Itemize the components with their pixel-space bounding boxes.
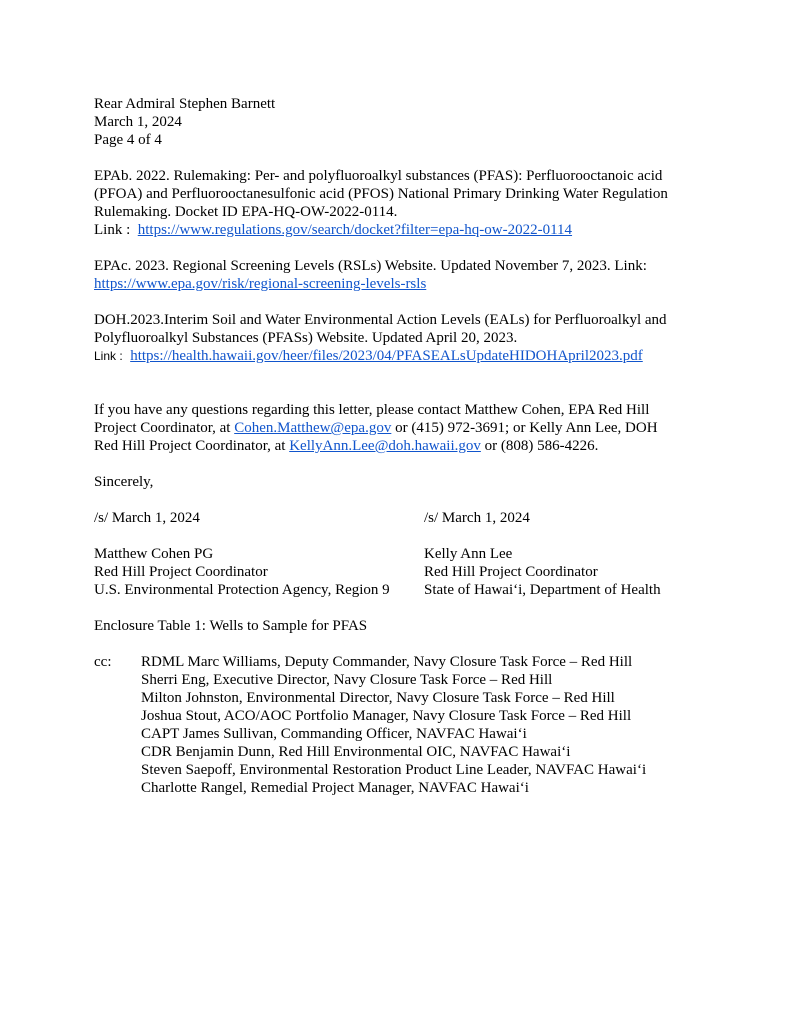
right-signer-org: State of Hawaiʻi, Department of Health	[424, 582, 661, 598]
contact-text: Project Coordinator, at	[94, 420, 235, 436]
link-label: Link :	[94, 222, 131, 238]
left-signer-org: U.S. Environmental Protection Agency, Region 9	[94, 582, 390, 598]
signature-orgs	[94, 581, 714, 599]
enclosure-note: Enclosure Table 1: Wells to Sample for PFAS	[94, 618, 368, 634]
reference-link-line	[94, 221, 714, 239]
signature-titles	[94, 563, 714, 581]
signature-names	[94, 545, 714, 563]
reference-text: EPAb. 2022. Rulemaking: Per- and polyfluoroalkyl substances (PFAS): Perfluorooctanoic acid	[94, 168, 663, 184]
cc-recipient: RDML Marc Williams, Deputy Commander, Navy Closure Task Force – Red Hill	[141, 654, 633, 670]
contact-text: or (808) 586-4226.	[480, 438, 599, 454]
closing: Sincerely,	[94, 474, 154, 490]
reference-epab	[94, 167, 714, 239]
left-signature-date: /s/ March 1, 2024	[94, 510, 200, 526]
epa-email-link[interactable]: Cohen.Matthew@epa.gov	[234, 420, 392, 436]
recipient-name: Rear Admiral Stephen Barnett	[94, 96, 276, 112]
right-signer-title: Red Hill Project Coordinator	[424, 564, 598, 580]
contact-text: Red Hill Project Coordinator, at	[94, 438, 290, 454]
cc-recipient: Milton Johnston, Environmental Director, Navy Closure Task Force – Red Hill	[141, 690, 615, 706]
cc-recipient: Charlotte Rangel, Remedial Project Manager, NAVFAC Hawaiʻi	[141, 780, 529, 796]
reference-text: EPAc. 2023. Regional Screening Levels (RSLs) Website. Updated November 7, 2023. Link:	[94, 258, 647, 274]
reference-doh	[94, 311, 714, 365]
left-signer-name: Matthew Cohen PG	[94, 546, 214, 562]
letter-header	[94, 95, 714, 149]
reference-text: DOH.2023.Interim Soil and Water Environmental Action Levels (EALs) for Perfluoroalkyl and	[94, 312, 667, 328]
letter-date: March 1, 2024	[94, 114, 182, 130]
signature-dates	[94, 509, 714, 527]
cc-recipient: CDR Benjamin Dunn, Red Hill Environmental OIC, NAVFAC Hawaiʻi	[141, 744, 571, 760]
doh-pfas-eals-link[interactable]: https://health.hawaii.gov/heer/files/2023/04/PFASEALsUpdateHIDOHApril2023.pdf	[130, 348, 643, 364]
cc-label: cc:	[94, 654, 112, 670]
cc-recipient: Joshua Stout, ACO/AOC Portfolio Manager, Navy Closure Task Force – Red Hill	[141, 708, 632, 724]
cc-recipient: CAPT James Sullivan, Commanding Officer, NAVFAC Hawaiʻi	[141, 726, 527, 742]
doh-email-link[interactable]: KellyAnn.Lee@doh.hawaii.gov	[289, 438, 481, 454]
reference-link-line	[94, 347, 714, 365]
cc-recipient: Steven Saepoff, Environmental Restoration Product Line Leader, NAVFAC Hawaiʻi	[141, 762, 647, 778]
cc-recipient: Sherri Eng, Executive Director, Navy Closure Task Force – Red Hill	[141, 672, 553, 688]
letter-page	[94, 95, 714, 797]
reference-text: (PFOA) and Perfluorooctanesulfonic acid (PFOS) National Primary Drinking Water Regulation	[94, 186, 668, 202]
cc-list	[141, 653, 714, 797]
contact-text: or (415) 972-3691; or Kelly Ann Lee, DOH	[391, 420, 658, 436]
cc-block	[94, 653, 714, 797]
regulations-gov-link[interactable]: https://www.regulations.gov/search/docket?filter=epa-hq-ow-2022-0114	[137, 222, 573, 238]
right-signer-name: Kelly Ann Lee	[424, 546, 513, 562]
epa-rsls-link[interactable]: https://www.epa.gov/risk/regional-screening-levels-rsls	[94, 276, 427, 292]
reference-text: Rulemaking. Docket ID EPA-HQ-OW-2022-0114.	[94, 204, 398, 220]
link-label: Link :	[94, 349, 123, 363]
right-signature-date: /s/ March 1, 2024	[424, 510, 530, 526]
reference-text: Polyfluoroalkyl Substances (PFASs) Website. Updated April 20, 2023.	[94, 330, 518, 346]
contact-text: If you have any questions regarding this letter, please contact Matthew Cohen, EPA Red Hill	[94, 402, 650, 418]
reference-epac	[94, 257, 714, 293]
contact-paragraph	[94, 401, 714, 455]
page-number: Page 4 of 4	[94, 132, 162, 148]
left-signer-title: Red Hill Project Coordinator	[94, 564, 268, 580]
